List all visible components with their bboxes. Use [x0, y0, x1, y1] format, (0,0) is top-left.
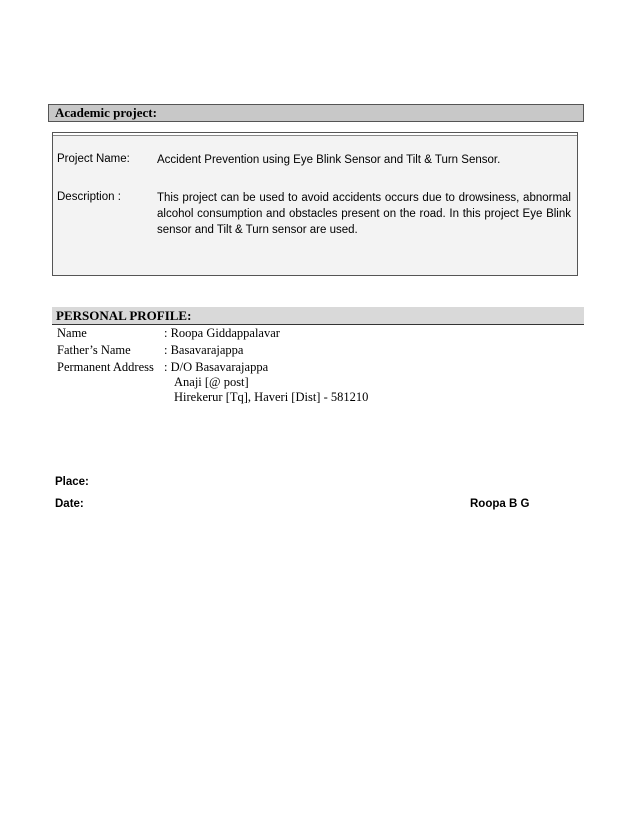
address-line-3: Hirekerur [Tq], Haveri [Dist] - 581210	[174, 390, 369, 404]
name-label: Name	[57, 326, 87, 340]
place-label: Place:	[55, 476, 89, 488]
address-line-2: Anaji [@ post]	[174, 375, 249, 389]
signature-name: Roopa B G	[470, 498, 530, 510]
project-details-box	[52, 132, 578, 276]
name-value: : Roopa Giddappalavar	[164, 326, 280, 340]
address-label: Permanent Address	[57, 360, 154, 374]
project-name-value: Accident Prevention using Eye Blink Sensor and Tilt & Turn Sensor.	[157, 154, 501, 166]
date-label: Date:	[55, 498, 84, 510]
father-name-label: Father’s Name	[57, 343, 131, 357]
project-name-label: Project Name:	[57, 153, 130, 165]
description-value: This project can be used to avoid accidents occurs due to drowsiness, abnormal alcohol consumption and obstacles present on the road. In this project Eye Blink sensor and Tilt & Turn sensor are used.	[157, 192, 571, 236]
father-name-value: : Basavarajappa	[164, 343, 244, 357]
personal-profile-header: PERSONAL PROFILE:	[52, 307, 584, 325]
academic-project-header: Academic project:	[48, 104, 584, 122]
description-label: Description :	[57, 191, 121, 203]
address-line-1: : D/O Basavarajappa	[164, 360, 269, 374]
